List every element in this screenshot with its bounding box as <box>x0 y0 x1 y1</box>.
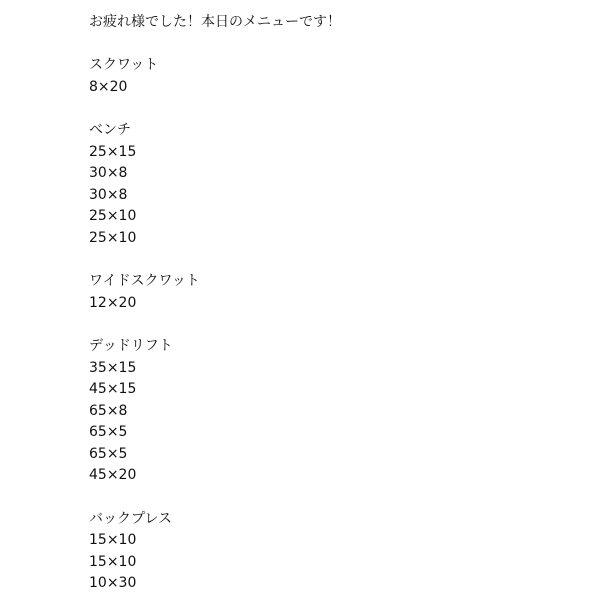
exercise-name: バックプレス <box>89 510 173 527</box>
set-line: 30×8 <box>89 186 128 203</box>
note-body[interactable] <box>89 12 589 595</box>
set-line: 12×20 <box>89 294 137 311</box>
set-line: 25×10 <box>89 229 137 246</box>
set-line: 15×10 <box>89 532 137 549</box>
exercise-section-deadlift <box>89 336 589 487</box>
set-line: 65×5 <box>89 445 128 462</box>
exercise-name: ベンチ <box>89 121 131 138</box>
set-line: 8×20 <box>89 78 128 95</box>
set-line: 45×15 <box>89 381 137 398</box>
set-line: 25×15 <box>89 143 137 160</box>
set-line: 65×8 <box>89 402 128 419</box>
set-line: 35×15 <box>89 359 137 376</box>
exercise-name: デッドリフト <box>89 337 173 354</box>
exercise-section-back-press <box>89 509 589 595</box>
set-line: 65×5 <box>89 424 128 441</box>
set-line: 10×30 <box>89 575 137 592</box>
blank-line <box>89 250 589 272</box>
blank-line <box>89 98 589 120</box>
blank-line <box>89 487 589 509</box>
set-line: 25×10 <box>89 208 137 225</box>
set-line: 15×10 <box>89 553 137 570</box>
set-line: 45×20 <box>89 467 137 484</box>
exercise-section-wide-squat <box>89 271 589 314</box>
greeting-text: お疲れ様でした！本日のメニューです！ <box>89 14 341 30</box>
exercise-section-bench <box>89 120 589 250</box>
exercise-name: ワイドスクワット <box>89 273 200 290</box>
blank-line <box>89 314 589 336</box>
blank-line <box>89 34 589 56</box>
set-line: 30×8 <box>89 165 128 182</box>
exercise-name: スクワット <box>89 57 159 74</box>
exercise-section-squat <box>89 55 589 98</box>
